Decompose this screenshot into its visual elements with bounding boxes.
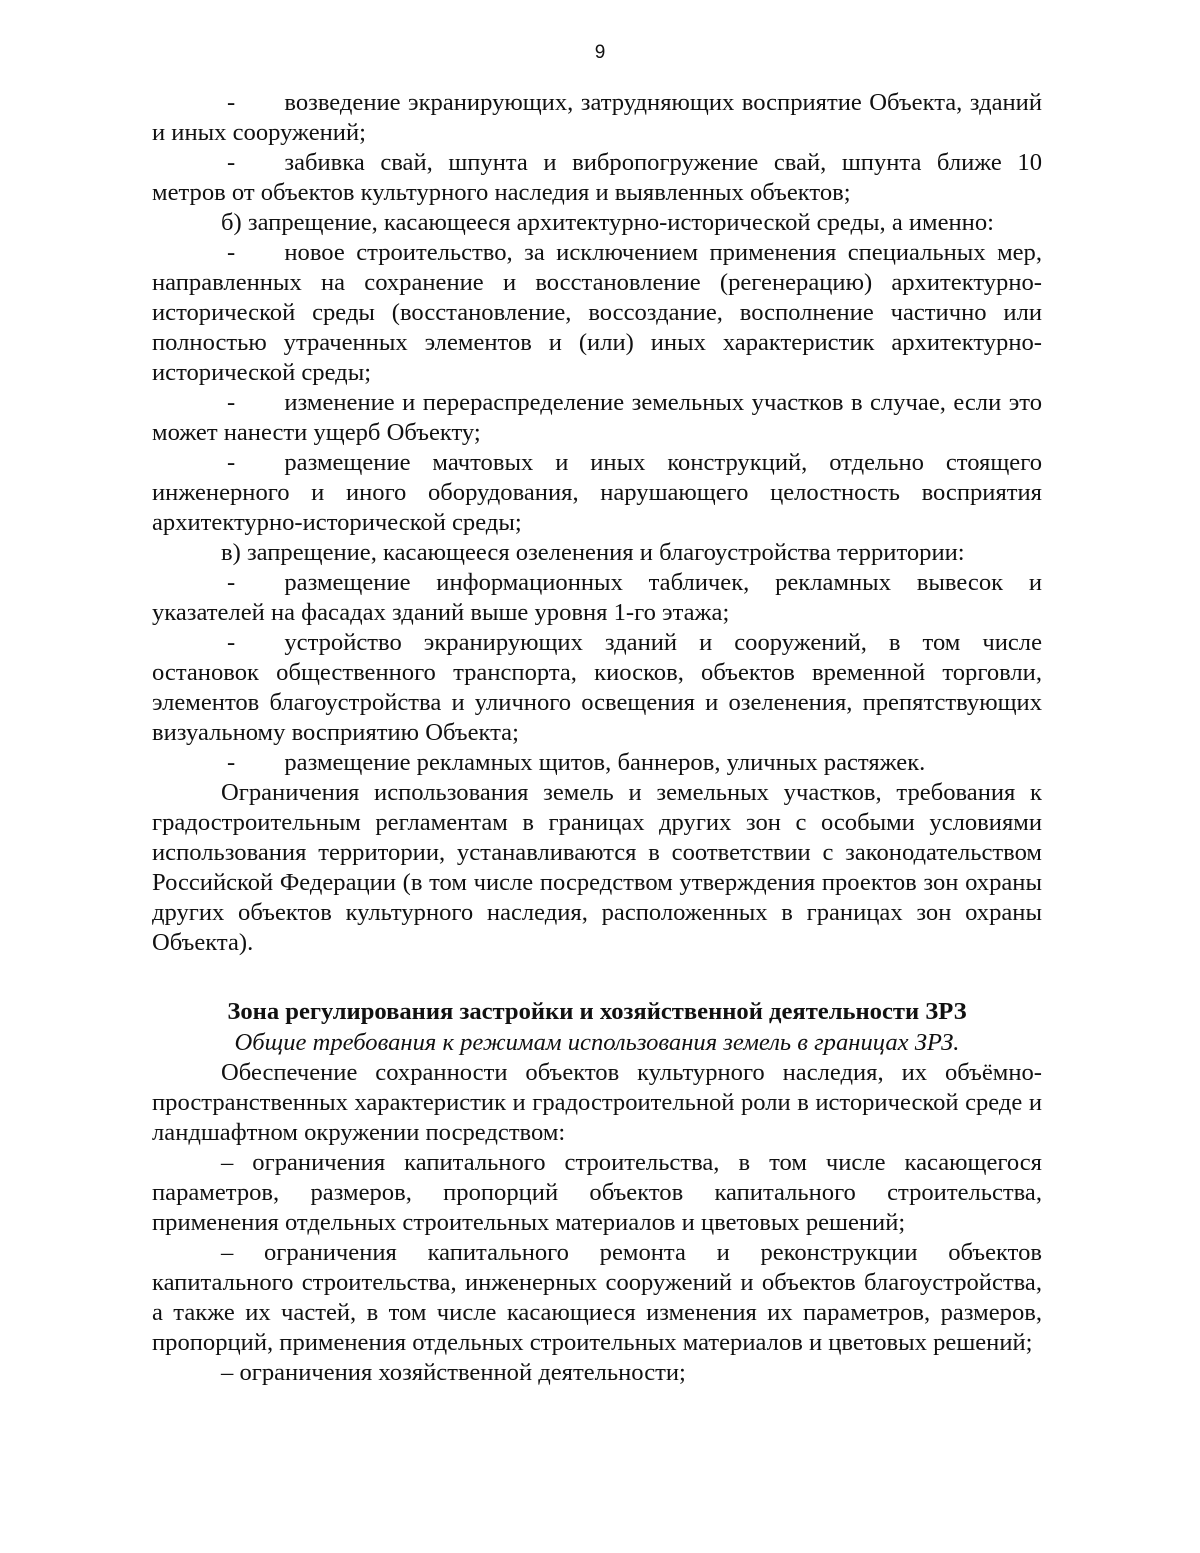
- paragraph: б) запрещение, касающееся архитектурно-исторической среды, а именно:: [221, 209, 994, 236]
- list-item: - устройство экранирующих зданий и сооружений, в том числе остановок общественного транспорта, киосков, объектов временной торговли, элементов благоустройства и уличного освещения и озеленения, препятствующих визуальному восприятию Объекта;: [152, 629, 1042, 746]
- section-heading: Зона регулирования застройки и хозяйственной деятельности ЗРЗ: [227, 998, 967, 1025]
- paragraph: Ограничения использования земель и земельных участков, требования к градостроительным регламентам в границах других зон с особыми условиями использования территории, устанавливаются в соответствии с законодательством Российской Федерации (в том числе посредством утверждения проектов зон охраны других объектов культурного наследия, расположенных в границах зон охраны Объекта).: [152, 779, 1042, 956]
- list-item: - размещение информационных табличек, рекламных вывесок и указателей на фасадах зданий выше уровня 1-го этажа;: [152, 569, 1042, 626]
- paragraph: – ограничения капитального строительства, в том числе касающегося параметров, размеров, пропорций объектов капитального строительства, применения отдельных строительных материалов и цветовых решений;: [152, 1149, 1042, 1236]
- list-item: - новое строительство, за исключением применения специальных мер, направленных на сохранение и восстановление (регенерацию) архитектурно-исторической среды (восстановление, воссоздание, восполнение частично или полностью утраченных элементов и (или) иных характеристик архитектурно-исторической среды;: [152, 239, 1042, 386]
- list-item: - размещение рекламных щитов, баннеров, уличных растяжек.: [227, 749, 926, 776]
- list-item: - размещение мачтовых и иных конструкций, отдельно стоящего инженерного и иного оборудования, нарушающего целостность восприятия архитектурно-исторической среды;: [152, 449, 1042, 536]
- document-body: [152, 88, 1042, 1388]
- paragraph: – ограничения хозяйственной деятельности;: [221, 1359, 686, 1386]
- paragraph: – ограничения капитального ремонта и реконструкции объектов капитального строительства, инженерных сооружений и объектов благоустройства, а также их частей, в том числе касающиеся изменения их параметров, размеров, пропорций, применения отдельных строительных материалов и цветовых решений;: [152, 1239, 1042, 1356]
- list-item: - возведение экранирующих, затрудняющих восприятие Объекта, зданий и иных сооружений;: [152, 89, 1042, 146]
- paragraph: в) запрещение, касающееся озеленения и благоустройства территории:: [221, 539, 965, 566]
- list-item: - забивка свай, шпунта и вибропогружение свай, шпунта ближе 10 метров от объектов культурного наследия и выявленных объектов;: [152, 149, 1042, 206]
- page-number: 9: [594, 42, 606, 63]
- section-subheading: Общие требования к режимам использования земель в границах ЗРЗ.: [234, 1029, 960, 1056]
- list-item: - изменение и перераспределение земельных участков в случае, если это может нанести ущерб Объекту;: [152, 389, 1042, 446]
- paragraph: Обеспечение сохранности объектов культурного наследия, их объёмно-пространственных характеристик и градостроительной роли в исторической среде и ландшафтном окружении посредством:: [152, 1059, 1042, 1146]
